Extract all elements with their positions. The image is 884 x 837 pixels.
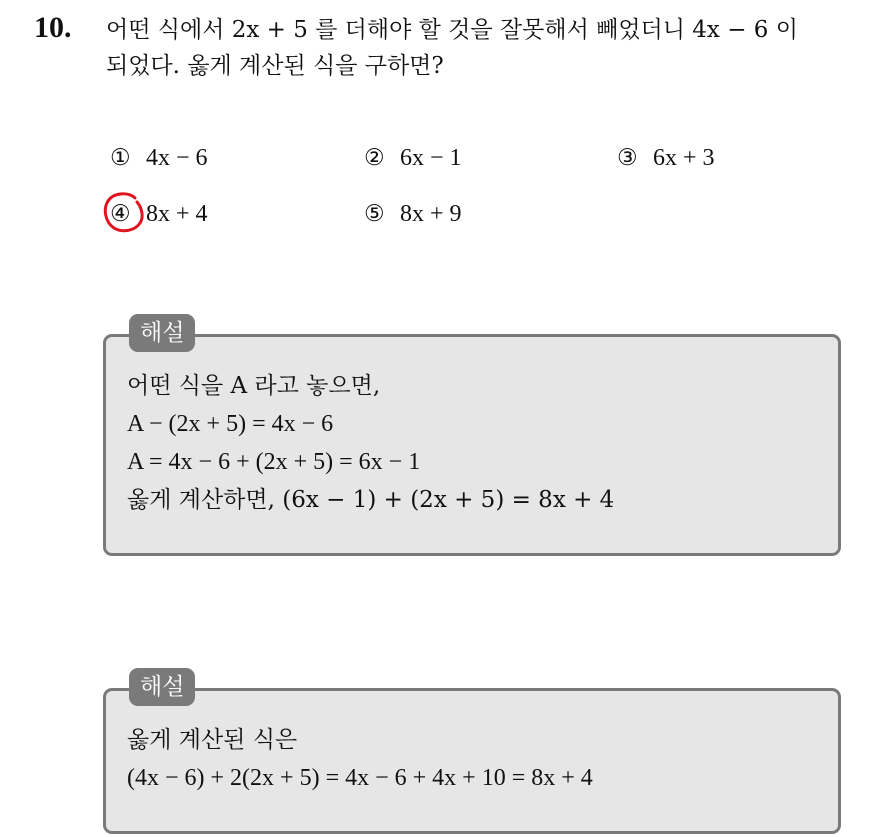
problem-line-1: 어떤 식에서 2x + 5 를 더해야 할 것을 잘못해서 빼었더니 4x − 6 이 [106, 17, 798, 43]
answer-circle-mark [102, 190, 146, 234]
solution-1-line-4: 옳게 계산하면, (6x − 1) + (2x + 5) = 8x + 4 [127, 487, 615, 513]
choice-1[interactable] [110, 143, 208, 173]
problem-number: 10. [34, 11, 72, 44]
solution-1-line-3: A = 4x − 6 + (2x + 5) = 6x − 1 [127, 449, 421, 475]
choice-3-number: ③ [617, 145, 638, 171]
solution-1-line-2: A − (2x + 5) = 4x − 6 [127, 411, 334, 437]
choice-2-number: ② [364, 145, 385, 171]
solution-label-1: 해설 [129, 314, 195, 352]
solution-box-1 [103, 334, 841, 556]
choice-5[interactable] [364, 199, 462, 229]
choice-3-expression: 6x + 3 [653, 145, 715, 171]
solution-2-line-2: (4x − 6) + 2(2x + 5) = 4x − 6 + 4x + 10 = 8x + 4 [127, 765, 593, 791]
solution-2-lines [127, 721, 593, 797]
choice-1-number: ① [110, 145, 131, 171]
choice-1-expression: 4x − 6 [146, 145, 208, 171]
solution-label-2: 해설 [129, 668, 195, 706]
choice-2[interactable] [364, 143, 462, 173]
choice-4-number: ④ [110, 201, 131, 227]
choice-2-expression: 6x − 1 [400, 145, 462, 171]
choice-5-number: ⑤ [364, 201, 385, 227]
solution-1-line-1: 어떤 식을 A 라고 놓으면, [127, 373, 381, 399]
solution-box-2 [103, 688, 841, 834]
solution-2-line-1: 옳게 계산된 식은 [127, 727, 298, 753]
solution-1-lines [127, 367, 614, 519]
choice-3[interactable] [617, 143, 715, 173]
choice-5-expression: 8x + 9 [400, 201, 462, 227]
problem-line-2: 되었다. 옳게 계산된 식을 구하면? [106, 53, 444, 79]
choice-4-expression: 8x + 4 [146, 201, 208, 227]
problem-text [106, 12, 866, 84]
